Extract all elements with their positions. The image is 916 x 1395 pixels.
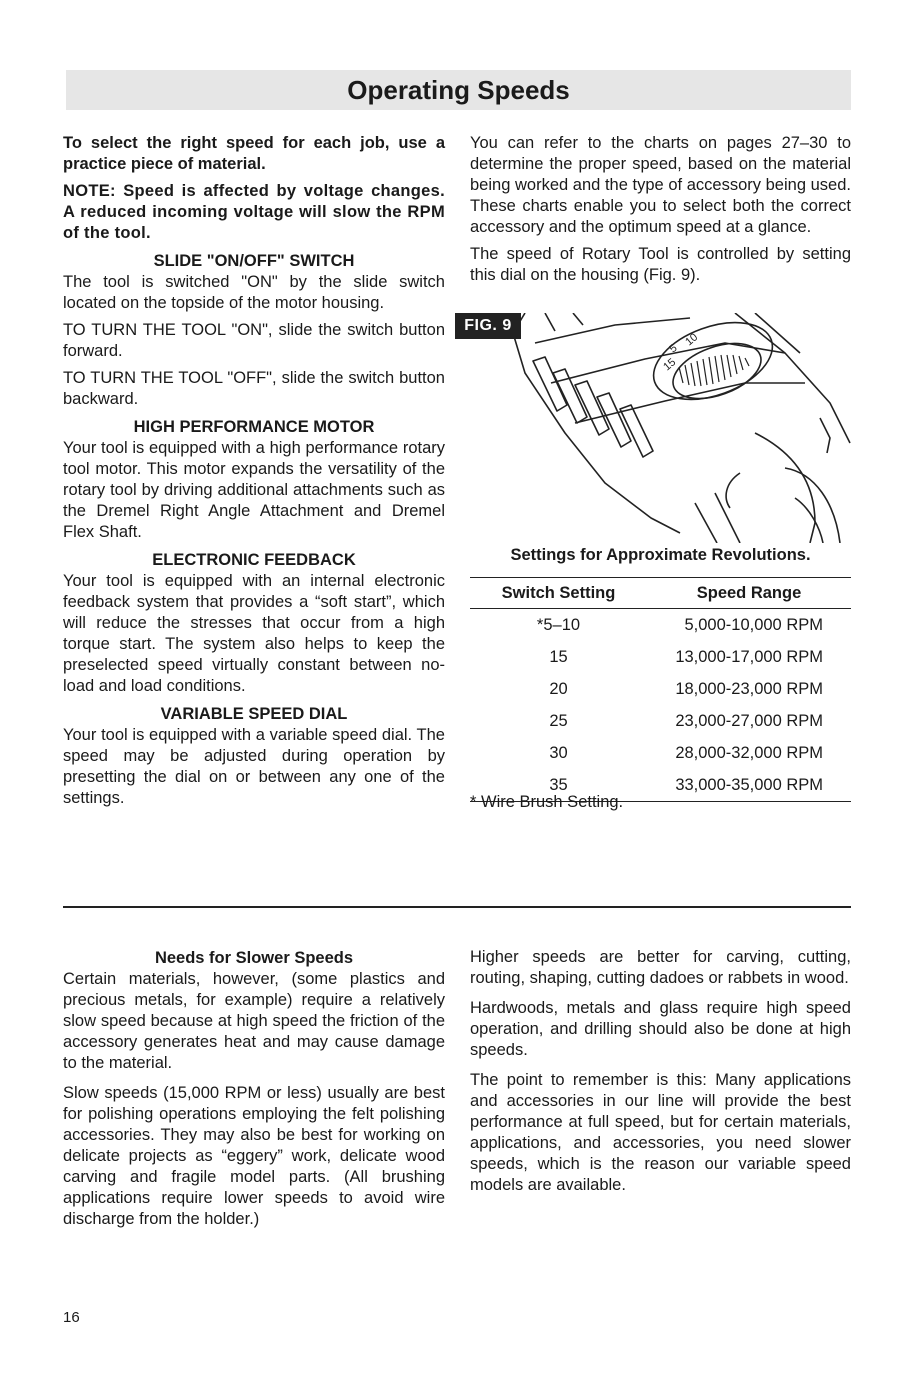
slower-speeds-paragraph-1: Certain materials, however, (some plastics and precious metals, for example) require a relatively slow speed because at high speed the friction of the accessory generates heat and may cause damage to the material. [63, 970, 445, 1072]
title-banner [66, 70, 851, 110]
speed-range-cell: 28,000-32,000 RPM [675, 743, 823, 762]
hardwoods-paragraph: Hardwoods, metals and glass require high speed operation, and drilling should also be done at high speeds. [470, 999, 851, 1059]
header-switch-setting: Switch Setting [470, 578, 647, 609]
dial-mark-5: 5 [667, 342, 680, 356]
slide-switch-paragraph-2: TO TURN THE TOOL "ON", slide the switch button forward. [63, 321, 445, 360]
top-right-column [470, 133, 851, 292]
charts-paragraph: You can refer to the charts on pages 27–30 to determine the proper speed, based on the material being worked and the type of accessory being used. These charts enable you to select both the correct accessory and the optimum speed at a glance. [470, 134, 851, 236]
table-row [470, 641, 851, 673]
feedback-heading: ELECTRONIC FEEDBACK [152, 551, 356, 569]
speed-range-cell: 13,000-17,000 RPM [675, 647, 823, 666]
speed-range-cell: 18,000-23,000 RPM [675, 679, 823, 698]
top-left-column [63, 133, 445, 815]
slower-speeds-heading: Needs for Slower Speeds [154, 949, 354, 967]
section-divider [63, 906, 851, 908]
dial-mark-15: 15 [661, 356, 679, 374]
dial-mark-10: 10 [683, 331, 701, 349]
page-number: 16 [63, 1309, 80, 1326]
switch-setting-cell: 25 [549, 711, 568, 730]
bottom-right-column [470, 947, 851, 1205]
slower-speeds-paragraph-2: Slow speeds (15,000 RPM or less) usually are best for polishing operations employing the felt polishing accessories. They may also be best for working on delicate projects as “eggery” work, delicate wood carving and fragile model parts. (All brushing applications require lower speeds to avoid wire discharge from the holder.) [63, 1084, 445, 1228]
switch-setting-cell: 20 [549, 679, 568, 698]
slide-switch-paragraph-3: TO TURN THE TOOL "OFF", slide the switch button backward. [63, 369, 445, 408]
table-footnote: * Wire Brush Setting. [470, 793, 624, 811]
table-row [470, 705, 851, 737]
page-title: Operating Speeds [347, 74, 570, 105]
speed-table [470, 577, 851, 802]
table-row [470, 673, 851, 705]
dial-control-paragraph: The speed of Rotary Tool is controlled by setting this dial on the housing (Fig. 9). [470, 245, 851, 284]
motor-paragraph: Your tool is equipped with a high performance rotary tool motor. This motor expands the versatility of the rotary tool by driving additional attachments such as the Dremel Right Angle Attachment and Dremel Flex Shaft. [63, 439, 445, 541]
bottom-left-column [63, 947, 445, 1239]
switch-setting-cell: 30 [549, 743, 568, 762]
table-title: Settings for Approximate Revolutions. [510, 546, 811, 564]
motor-heading: HIGH PERFORMANCE MOTOR [133, 418, 375, 436]
slide-switch-heading: SLIDE "ON/OFF" SWITCH [153, 252, 355, 270]
speed-range-cell: 33,000-35,000 RPM [647, 769, 851, 802]
dial-heading: VARIABLE SPEED DIAL [160, 705, 348, 723]
speed-range-cell: 5,000-10,000 RPM [684, 615, 823, 634]
feedback-paragraph: Your tool is equipped with an internal electronic feedback system that provides a “soft start”, which will reduce the stresses that occur from a high torque start. The system also helps to keep the preselected speed virtually constant between no-load and load conditions. [63, 572, 445, 695]
table-header-row [470, 578, 851, 609]
header-speed-range: Speed Range [647, 578, 851, 609]
rotary-tool-illustration [455, 313, 851, 543]
intro-text: To select the right speed for each job, use a practice piece of material. [63, 134, 445, 173]
dial-paragraph: Your tool is equipped with a variable speed dial. The speed may be adjusted during operation by presetting the dial on or between any one of the settings. [63, 726, 445, 807]
switch-setting-cell: 15 [549, 647, 568, 666]
table-row [470, 609, 851, 642]
switch-setting-cell: *5–10 [536, 615, 581, 634]
voltage-note: NOTE: Speed is affected by voltage changes. A reduced incoming voltage will slow the RPM of the tool. [63, 182, 445, 242]
switch-setting-cell: 35 [470, 769, 647, 802]
higher-speeds-paragraph: Higher speeds are better for carving, cutting, routing, shaping, cutting dadoes or rabbets in wood. [470, 948, 851, 987]
figure-label: FIG. 9 [455, 313, 521, 339]
figure-9 [455, 313, 851, 543]
table-row [470, 737, 851, 769]
speed-range-cell: 23,000-27,000 RPM [675, 711, 823, 730]
slide-switch-paragraph-1: The tool is switched "ON" by the slide switch located on the topside of the motor housing. [63, 273, 445, 312]
point-to-remember-paragraph: The point to remember is this: Many applications and accessories in our line will provide the best performance at full speed, but for certain materials, applications, and accessories, you need slower speeds, which is the reason our variable speed models are available. [470, 1071, 851, 1194]
